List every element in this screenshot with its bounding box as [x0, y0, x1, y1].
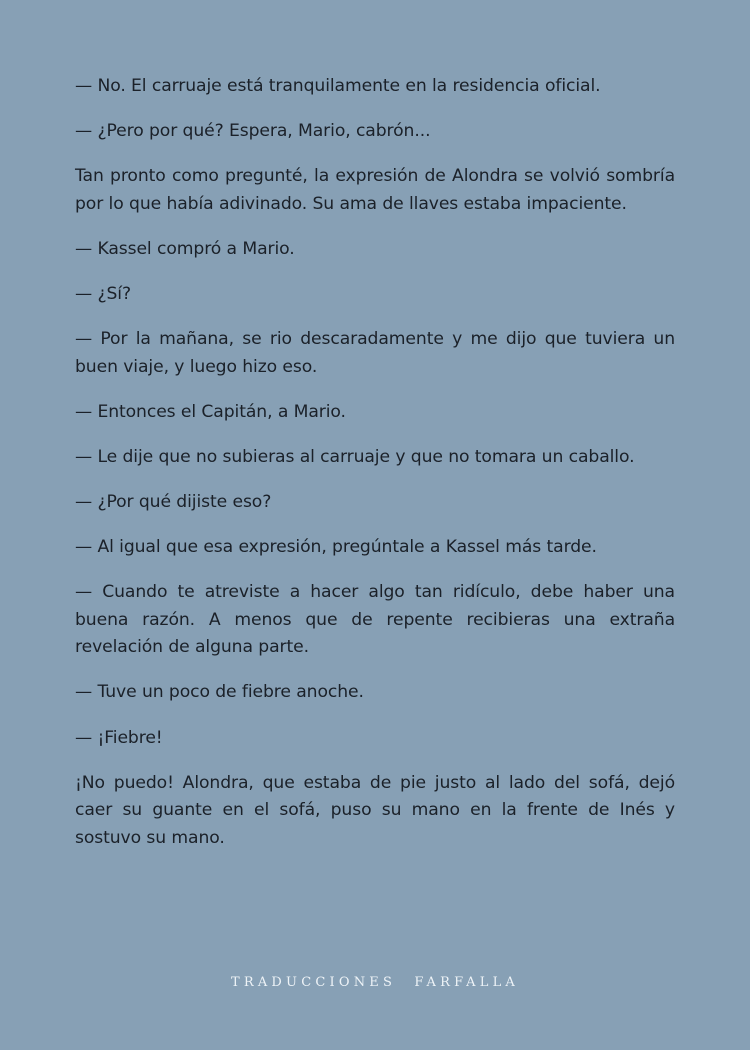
- paragraph: — Le dije que no subieras al carruaje y que no tomara un caballo.: [75, 446, 635, 467]
- paragraph: — ¡Fiebre!: [75, 727, 163, 748]
- paragraph: Tan pronto como pregunté, la expresión de Alondra se volvió sombría por lo que había adivinado. Su ama de llaves estaba impaciente.: [75, 166, 675, 214]
- paragraph: — ¿Por qué dijiste eso?: [75, 491, 272, 512]
- paragraph: — No. El carruaje está tranquilamente en la residencia oficial.: [75, 76, 601, 96]
- paragraph: — ¿Pero por qué? Espera, Mario, cabrón...: [75, 121, 431, 142]
- paragraph: — Tuve un poco de fiebre anoche.: [75, 682, 364, 703]
- page-body: [75, 73, 675, 870]
- paragraph: — Por la mañana, se rio descaradamente y me dijo que tuviera un buen viaje, y luego hizo eso.: [75, 329, 675, 377]
- paragraph: — Al igual que esa expresión, pregúntale a Kassel más tarde.: [75, 537, 597, 558]
- paragraph: — ¿Sí?: [75, 283, 131, 304]
- paragraph: ¡No puedo! Alondra, que estaba de pie justo al lado del sofá, dejó caer su guante en el sofá, puso su mano en la frente de Inés y sostuvo su mano.: [75, 772, 675, 848]
- paragraph: — Entonces el Capitán, a Mario.: [75, 401, 346, 422]
- paragraph: — Kassel compró a Mario.: [75, 238, 295, 259]
- paragraph: — Cuando te atreviste a hacer algo tan ridículo, debe haber una buena razón. A menos que de repente recibieras una extraña revelación de alguna parte.: [75, 582, 675, 658]
- footer-credit: TRADUCCIONES FARFALLA: [230, 975, 519, 990]
